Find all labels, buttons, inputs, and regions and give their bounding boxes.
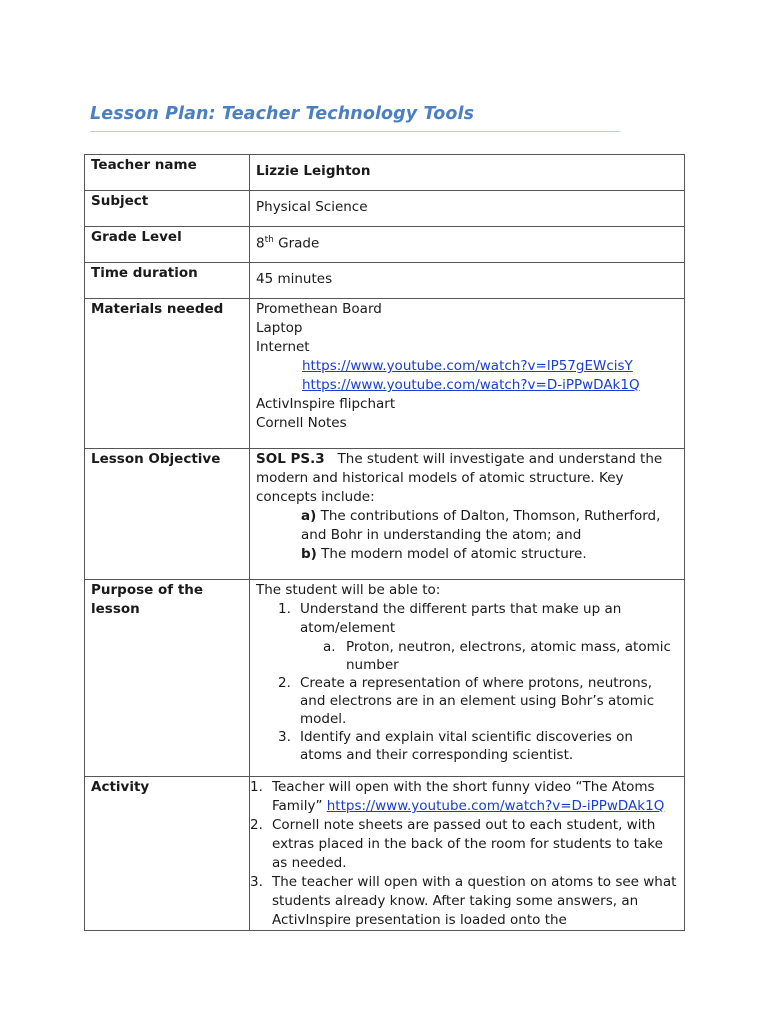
row-label-subject: Subject	[91, 193, 149, 209]
list-item	[256, 600, 676, 638]
purpose-intro: The student will be able to:	[256, 582, 441, 598]
row-label-purpose: Purpose of the lesson	[91, 582, 204, 617]
row-label-teacher: Teacher name	[91, 157, 197, 173]
list-item: ActivInspire flipchart	[256, 396, 396, 412]
point-b-label: b)	[301, 546, 317, 562]
video-link-1[interactable]: https://www.youtube.com/watch?v=lP57gEWcisY	[302, 358, 633, 374]
grade-word: Grade	[273, 235, 320, 252]
materials-list	[250, 299, 684, 433]
list-item: Cornell Notes	[256, 415, 347, 431]
row-label-activity: Activity	[91, 779, 150, 795]
list-item	[250, 816, 678, 873]
video-link-3[interactable]: https://www.youtube.com/watch?v=D-iPPwDAk1Q	[326, 798, 665, 814]
title-underline	[90, 131, 620, 132]
sol-code: SOL PS.3	[256, 451, 325, 467]
list-number: 2.	[278, 675, 291, 691]
table-row	[85, 263, 685, 299]
row-label-materials: Materials needed	[91, 301, 224, 317]
teacher-name-value: Lizzie Leighton	[256, 163, 371, 179]
video-link-2[interactable]: https://www.youtube.com/watch?v=D-iPPwDAk1Q	[302, 377, 640, 393]
purpose-item-1: Understand the different parts that make up an atom/element	[300, 601, 622, 636]
table-row	[85, 777, 685, 931]
grade-value	[250, 227, 684, 252]
table-row	[85, 227, 685, 263]
point-b-text: The modern model of atomic structure.	[316, 546, 587, 562]
list-number: 3.	[278, 729, 291, 745]
objective-body: The student will investigate and understand the modern and historical models of atomic structure. Key concepts include:	[256, 451, 667, 505]
objective-point-b	[256, 545, 676, 564]
row-label-grade: Grade Level	[91, 229, 182, 245]
subject-value: Physical Science	[256, 199, 368, 215]
table-row	[85, 299, 685, 449]
list-number: 2.	[250, 817, 263, 833]
objective-point-a	[256, 507, 676, 545]
list-item: Laptop	[256, 320, 303, 336]
time-value: 45 minutes	[256, 271, 333, 287]
point-a-text: The contributions of Dalton, Thomson, Rutherford, and Bohr in understanding the atom; and	[301, 508, 661, 543]
list-item	[256, 638, 676, 674]
activity-item-2: Cornell note sheets are passed out to each student, with extras placed in the back of the room for students to take as needed.	[272, 817, 663, 871]
row-label-time: Time duration	[91, 265, 198, 281]
purpose-item-3: Identify and explain vital scientific discoveries on atoms and their corresponding scientist.	[300, 729, 633, 763]
objective-text	[250, 449, 684, 564]
list-item	[250, 778, 678, 816]
activity-item-1: Teacher will open with the short funny video “The Atoms Family”	[272, 779, 655, 814]
table-row	[85, 580, 685, 777]
table-row	[85, 191, 685, 227]
purpose-text	[250, 580, 684, 764]
table-row	[85, 155, 685, 191]
list-item	[250, 873, 678, 930]
list-item: Internet	[256, 339, 310, 355]
list-letter: a.	[323, 639, 336, 655]
list-item	[256, 728, 676, 764]
table-row	[85, 449, 685, 580]
grade-superscript: th	[264, 235, 274, 245]
list-item: Promethean Board	[256, 301, 382, 317]
activity-item-3: The teacher will open with a question on atoms to see what students already know. After taking some answers, an ActivInspire presentation is loaded onto the	[272, 874, 677, 928]
activity-list	[250, 777, 684, 930]
point-a-label: a)	[301, 508, 317, 524]
page-title: Lesson Plan: Teacher Technology Tools	[90, 104, 475, 124]
purpose-subitem: Proton, neutron, electrons, atomic mass, atomic number	[346, 639, 671, 673]
grade-number: 8	[256, 235, 265, 252]
list-number: 1.	[278, 601, 291, 617]
purpose-item-2: Create a representation of where protons, neutrons, and electrons are in an element using Bohr’s atomic model.	[300, 675, 655, 727]
lesson-plan-table	[84, 154, 685, 931]
list-number: 3.	[250, 874, 263, 890]
row-label-objective: Lesson Objective	[91, 451, 221, 467]
list-number: 1.	[250, 779, 263, 795]
list-item	[256, 674, 676, 728]
